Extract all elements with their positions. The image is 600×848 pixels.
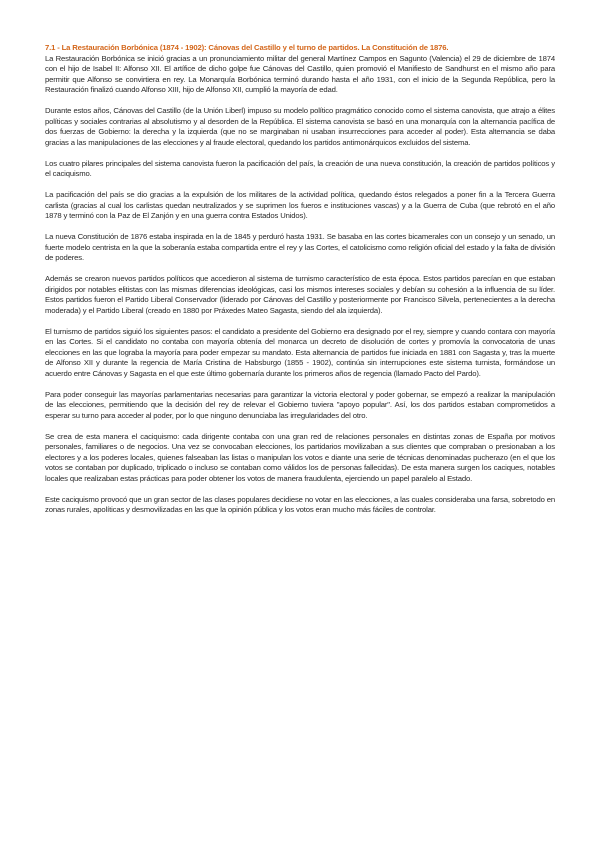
section-title-and-intro	[45, 43, 555, 96]
paragraph: Los cuatro pilares principales del sistema canovista fueron la pacificación del país, la creación de una nueva constitución, la creación de partidos políticos y el caciquismo.	[45, 158, 555, 178]
paragraph: La nueva Constitución de 1876 estaba inspirada en la de 1845 y perduró hasta 1931. Se basaba en las cortes bicamerales con un consejo y un senado, un fuerte modelo centrista en la que la soberanía estaba compartida entre el rey y las Cortes, el catolicismo como religión oficial del estado y la falta de división de poderes.	[45, 232, 555, 262]
paragraph: Además se crearon nuevos partidos políticos que accedieron al sistema de turnismo característico de esta época. Estos partidos parecían en que estaban dirigidos por notables elitistas con las mismas diferencias ideológicas, casi los mismos intereses sociales y debían su cohesión a la influencia de su líder. Estos partidos fueron el Partido Liberal Conservador (liderado por Cánovas del Castillo y posteriormente por Francisco Silvela, pertenecientes a la derecha moderada) y el Partido Liberal (creado en 1880 por Práxedes Mateo Sagasta, siendo del ala izquierda).	[45, 274, 555, 315]
paragraph: Se crea de esta manera el caciquismo: cada dirigente contaba con una gran red de relaciones personales en distintas zonas de España por motivos personales, familiares o de negocios. Una vez se convocaban elecciones, los partidarios movilizaban a sus clientes que compraban o presionaban a los electores y a los poderes locales, quienes falseaban las listas o manipulan los votos e diante una serie de técnicas denominadas pucherazo (en el que los votos se contaban por duplicado, triplicado o incluso se contaban como válidos los de personas fallecidas). De esta manera surgen los caciques, notables locales que realizaban estas prácticas para poder obtener los votos de manera fraudulenta, ejerciendo un papel paralelo al Estado.	[45, 431, 555, 483]
section-title: 7.1 - La Restauración Borbónica (1874 - 1902): Cánovas del Castillo y el turno de partidos. La Constitución de 1876.	[45, 43, 449, 52]
paragraph: La pacificación del país se dio gracias a la expulsión de los militares de la actividad política, quedando éstos relegados a poner fin a la Tercera Guerra carlista (gracias al cual los carlistas quedan neutralizados y se suprimen los fueros e instituciones vascas) y a la Guerra de Cuba (que rebrotó en el año 1878 y terminó con la Paz de El Zanjón y en una guerra contra Estados Unidos).	[45, 190, 555, 220]
paragraph: El turnismo de partidos siguió los siguientes pasos: el candidato a presidente del Gobierno era designado por el rey, siempre y cuando contara con mayoría en las Cortes. Si el candidato no contaba con mayoría obtenía del monarca un decreto de disolución de cortes y promovía la convocatoria de unas elecciones en las que lograba la mayoría para poder empezar su mandato. Esta alternancia de partidos fue iniciada en 1881 con Sagasta y, tras la muerte de Alfonso XII y durante la regencia de María Cristina de Habsburgo (1855 - 1902), continúa sin interrupciones este sistema turnista, formándose un acuerdo entre Cánovas y Sagasta en el que este último gobernaría durante los primeros años de regencia (llamado Pacto del Pardo).	[45, 326, 555, 378]
paragraph: La Restauración Borbónica se inició gracias a un pronunciamiento militar del general Martínez Campos en Sagunto (Valencia) el 29 de diciembre de 1874 con el hijo de Isabel II: Alfonso XII. El artífice de dicho golpe fue Cánovas del Castillo, quien promovió el Manifiesto de Sandhurst en el mismo año para permitir que Alfonso se convirtiera en rey. La Monarquía Borbónica terminó durando hasta el año 1931, con el inicio de la Segunda República, pero la Restauración finalizó cuando Alfonso XIII, hijo de Alfonso XII, cumplió la mayoría de edad.	[45, 53, 555, 94]
paragraph: Este caciquismo provocó que un gran sector de las clases populares decidiese no votar en las elecciones, a las cuales consideraba una farsa, sobretodo en zonas rurales, apolíticas y desmovilizadas en las que la opinión pública y los votos eran mucho más fáciles de controlar.	[45, 494, 555, 514]
paragraph: Durante estos años, Cánovas del Castillo (de la Unión Liberl) impuso su modelo político pragmático conocido como el sistema canovista, que atrajo a élites políticas y sociales contrarias al absolutismo y al desorden de la República. El sistema canovista se basó en una monarquía con la alternancia pacífica de dos fuerzas de Gobierno: la derecha y la izquierda (que no se marginaban ni usaban insurrecciones para acceder al poder). Esta alternancia se daba gracias a las manipulaciones de las elecciones y al fraude electoral, quedando los partidos antimonárquicos excluidos del sistema.	[45, 106, 555, 147]
document-page	[45, 43, 555, 526]
paragraph: Para poder conseguir las mayorías parlamentarias necesarias para garantizar la victoria electoral y poder gobernar, se empezó a realizar la manipulación de las elecciones, permitiendo que la decisión del rey de relevar el Gobierno tuviera "apoyo popular". Así, los dos partidos estaban comprometidos a esperar su turno para acceder al poder, por lo que ninguno denunciaba las irregularidades del otro.	[45, 389, 555, 420]
